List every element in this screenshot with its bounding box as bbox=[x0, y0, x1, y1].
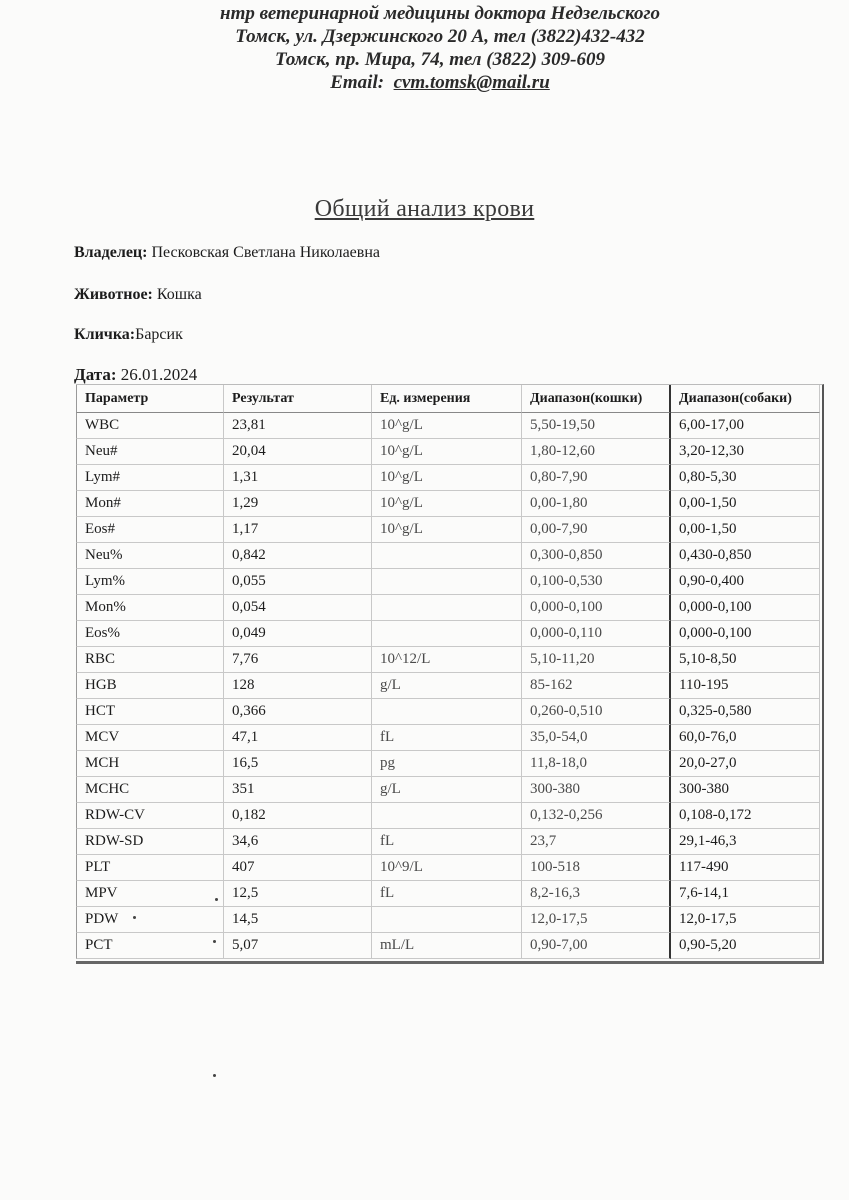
date-value: 26.01.2024 bbox=[116, 365, 198, 384]
cell-result: 1,31 bbox=[224, 465, 372, 491]
letterhead bbox=[170, 2, 710, 94]
cell-range-dogs: 6,00-17,00 bbox=[671, 413, 820, 439]
cell-range-cats: 8,2-16,3 bbox=[522, 881, 671, 907]
table-row bbox=[76, 725, 822, 751]
results-table bbox=[76, 384, 824, 964]
cell-unit: fL bbox=[372, 829, 522, 855]
cell-range-cats: 5,10-11,20 bbox=[522, 647, 671, 673]
cell-unit bbox=[372, 569, 522, 595]
owner-value: Песковская Светлана Николаевна bbox=[147, 244, 380, 261]
email-link[interactable]: cvm.tomsk@mail.ru bbox=[393, 72, 550, 93]
cell-param: RBC bbox=[76, 647, 224, 673]
cell-param: MCV bbox=[76, 725, 224, 751]
cell-result: 16,5 bbox=[224, 751, 372, 777]
cell-range-cats: 0,132-0,256 bbox=[522, 803, 671, 829]
cell-result: 0,055 bbox=[224, 569, 372, 595]
cell-unit bbox=[372, 595, 522, 621]
table-row bbox=[76, 595, 822, 621]
cell-range-dogs: 0,00-1,50 bbox=[671, 517, 820, 543]
cell-range-dogs: 0,00-1,50 bbox=[671, 491, 820, 517]
cell-param: Neu% bbox=[76, 543, 224, 569]
header-result: Результат bbox=[224, 385, 372, 413]
cell-unit: mL/L bbox=[372, 933, 522, 959]
cell-result: 23,81 bbox=[224, 413, 372, 439]
pet-name-field bbox=[74, 326, 183, 344]
cell-range-cats: 0,300-0,850 bbox=[522, 543, 671, 569]
document-title: Общий анализ крови bbox=[314, 196, 535, 222]
table-row bbox=[76, 881, 822, 907]
clinic-address-2: Томск, пр. Мира, 74, тел (3822) 309-609 bbox=[274, 49, 606, 70]
cell-range-cats: 0,000-0,100 bbox=[522, 595, 671, 621]
cell-param: HGB bbox=[76, 673, 224, 699]
cell-range-dogs: 110-195 bbox=[671, 673, 820, 699]
clinic-email bbox=[170, 71, 710, 94]
cell-range-dogs: 0,430-0,850 bbox=[671, 543, 820, 569]
cell-param: Eos# bbox=[76, 517, 224, 543]
cell-range-dogs: 300-380 bbox=[671, 777, 820, 803]
cell-range-dogs: 0,000-0,100 bbox=[671, 595, 820, 621]
cell-param: Lym# bbox=[76, 465, 224, 491]
table-row bbox=[76, 855, 822, 881]
cell-param: Neu# bbox=[76, 439, 224, 465]
cell-result: 12,5 bbox=[224, 881, 372, 907]
cell-range-cats: 0,00-1,80 bbox=[522, 491, 671, 517]
date-label: Дата: bbox=[74, 365, 117, 384]
table-row bbox=[76, 491, 822, 517]
header-range-dogs: Диапазон(собаки) bbox=[671, 385, 820, 413]
table-row bbox=[76, 829, 822, 855]
cell-range-cats: 0,80-7,90 bbox=[522, 465, 671, 491]
table-row bbox=[76, 465, 822, 491]
cell-param: RDW-CV bbox=[76, 803, 224, 829]
table-row bbox=[76, 673, 822, 699]
table-row bbox=[76, 569, 822, 595]
table-row bbox=[76, 647, 822, 673]
cell-range-cats: 0,100-0,530 bbox=[522, 569, 671, 595]
cell-param: Mon% bbox=[76, 595, 224, 621]
cell-range-dogs: 0,80-5,30 bbox=[671, 465, 820, 491]
cell-result: 0,182 bbox=[224, 803, 372, 829]
cell-unit: 10^g/L bbox=[372, 517, 522, 543]
cell-unit: 10^g/L bbox=[372, 491, 522, 517]
cell-range-dogs: 0,90-5,20 bbox=[671, 933, 820, 959]
clinic-address-1: Томск, ул. Дзержинского 20 А, тел (3822)432-432 bbox=[235, 26, 645, 47]
cell-result: 0,049 bbox=[224, 621, 372, 647]
cell-result: 128 bbox=[224, 673, 372, 699]
cell-range-dogs: 0,90-0,400 bbox=[671, 569, 820, 595]
cell-unit: 10^g/L bbox=[372, 439, 522, 465]
cell-param: Lym% bbox=[76, 569, 224, 595]
cell-range-dogs: 117-490 bbox=[671, 855, 820, 881]
cell-range-dogs: 3,20-12,30 bbox=[671, 439, 820, 465]
cell-unit bbox=[372, 907, 522, 933]
cell-unit: g/L bbox=[372, 673, 522, 699]
date-field bbox=[74, 365, 197, 385]
table-row bbox=[76, 777, 822, 803]
cell-param: Eos% bbox=[76, 621, 224, 647]
header-unit: Ед. измерения bbox=[372, 385, 522, 413]
cell-unit bbox=[372, 803, 522, 829]
cell-param: PCT bbox=[76, 933, 224, 959]
table-row bbox=[76, 751, 822, 777]
scan-speck bbox=[213, 1074, 216, 1077]
cell-result: 351 bbox=[224, 777, 372, 803]
cell-unit: 10^9/L bbox=[372, 855, 522, 881]
cell-range-dogs: 0,000-0,100 bbox=[671, 621, 820, 647]
table-row bbox=[76, 543, 822, 569]
cell-result: 7,76 bbox=[224, 647, 372, 673]
animal-label: Животное: bbox=[74, 286, 153, 303]
table-row bbox=[76, 933, 822, 959]
cell-unit: 10^g/L bbox=[372, 465, 522, 491]
scan-speck bbox=[133, 916, 136, 919]
cell-unit bbox=[372, 621, 522, 647]
cell-param: MPV bbox=[76, 881, 224, 907]
cell-unit: fL bbox=[372, 725, 522, 751]
pet-name-value: Барсик bbox=[135, 326, 183, 343]
clinic-name: нтр ветеринарной медицины доктора Недзельского bbox=[220, 3, 660, 24]
cell-range-cats: 0,000-0,110 bbox=[522, 621, 671, 647]
table-row bbox=[76, 803, 822, 829]
cell-unit bbox=[372, 543, 522, 569]
cell-range-dogs: 29,1-46,3 bbox=[671, 829, 820, 855]
cell-param: WBC bbox=[76, 413, 224, 439]
cell-result: 0,842 bbox=[224, 543, 372, 569]
cell-range-cats: 35,0-54,0 bbox=[522, 725, 671, 751]
pet-name-label: Кличка: bbox=[74, 326, 136, 343]
cell-range-cats: 11,8-18,0 bbox=[522, 751, 671, 777]
cell-range-cats: 0,260-0,510 bbox=[522, 699, 671, 725]
table-row bbox=[76, 439, 822, 465]
cell-range-dogs: 0,325-0,580 bbox=[671, 699, 820, 725]
cell-unit bbox=[372, 699, 522, 725]
cell-param: MCH bbox=[76, 751, 224, 777]
animal-value: Кошка bbox=[152, 286, 202, 303]
cell-result: 0,366 bbox=[224, 699, 372, 725]
cell-range-dogs: 20,0-27,0 bbox=[671, 751, 820, 777]
animal-field bbox=[74, 286, 202, 304]
table-row bbox=[76, 907, 822, 933]
cell-range-cats: 23,7 bbox=[522, 829, 671, 855]
cell-result: 5,07 bbox=[224, 933, 372, 959]
cell-unit: pg bbox=[372, 751, 522, 777]
owner-label: Владелец: bbox=[74, 244, 148, 261]
cell-param: HCT bbox=[76, 699, 224, 725]
table-row bbox=[76, 699, 822, 725]
header-range-cats: Диапазон(кошки) bbox=[522, 385, 671, 413]
cell-range-cats: 5,50-19,50 bbox=[522, 413, 671, 439]
cell-range-cats: 100-518 bbox=[522, 855, 671, 881]
cell-result: 47,1 bbox=[224, 725, 372, 751]
cell-range-cats: 0,00-7,90 bbox=[522, 517, 671, 543]
cell-result: 407 bbox=[224, 855, 372, 881]
cell-range-dogs: 12,0-17,5 bbox=[671, 907, 820, 933]
cell-range-dogs: 7,6-14,1 bbox=[671, 881, 820, 907]
cell-range-dogs: 0,108-0,172 bbox=[671, 803, 820, 829]
table-row bbox=[76, 621, 822, 647]
cell-range-cats: 300-380 bbox=[522, 777, 671, 803]
cell-param: PLT bbox=[76, 855, 224, 881]
cell-result: 1,17 bbox=[224, 517, 372, 543]
email-label: Email: bbox=[330, 72, 385, 93]
cell-result: 14,5 bbox=[224, 907, 372, 933]
cell-range-dogs: 5,10-8,50 bbox=[671, 647, 820, 673]
cell-param: RDW-SD bbox=[76, 829, 224, 855]
cell-unit: fL bbox=[372, 881, 522, 907]
cell-range-cats: 85-162 bbox=[522, 673, 671, 699]
scan-speck bbox=[215, 898, 218, 901]
table-row bbox=[76, 517, 822, 543]
cell-result: 20,04 bbox=[224, 439, 372, 465]
cell-result: 1,29 bbox=[224, 491, 372, 517]
cell-unit: 10^12/L bbox=[372, 647, 522, 673]
cell-range-cats: 12,0-17,5 bbox=[522, 907, 671, 933]
cell-range-cats: 0,90-7,00 bbox=[522, 933, 671, 959]
cell-unit: g/L bbox=[372, 777, 522, 803]
cell-result: 34,6 bbox=[224, 829, 372, 855]
cell-result: 0,054 bbox=[224, 595, 372, 621]
cell-param: Mon# bbox=[76, 491, 224, 517]
cell-range-dogs: 60,0-76,0 bbox=[671, 725, 820, 751]
table-row bbox=[76, 413, 822, 439]
cell-param: PDW bbox=[76, 907, 224, 933]
owner-field bbox=[74, 244, 380, 262]
table-header-row bbox=[76, 385, 822, 413]
cell-range-cats: 1,80-12,60 bbox=[522, 439, 671, 465]
cell-unit: 10^g/L bbox=[372, 413, 522, 439]
header-parameter: Параметр bbox=[76, 385, 224, 413]
cell-param: MCHC bbox=[76, 777, 224, 803]
scan-speck bbox=[213, 940, 216, 943]
